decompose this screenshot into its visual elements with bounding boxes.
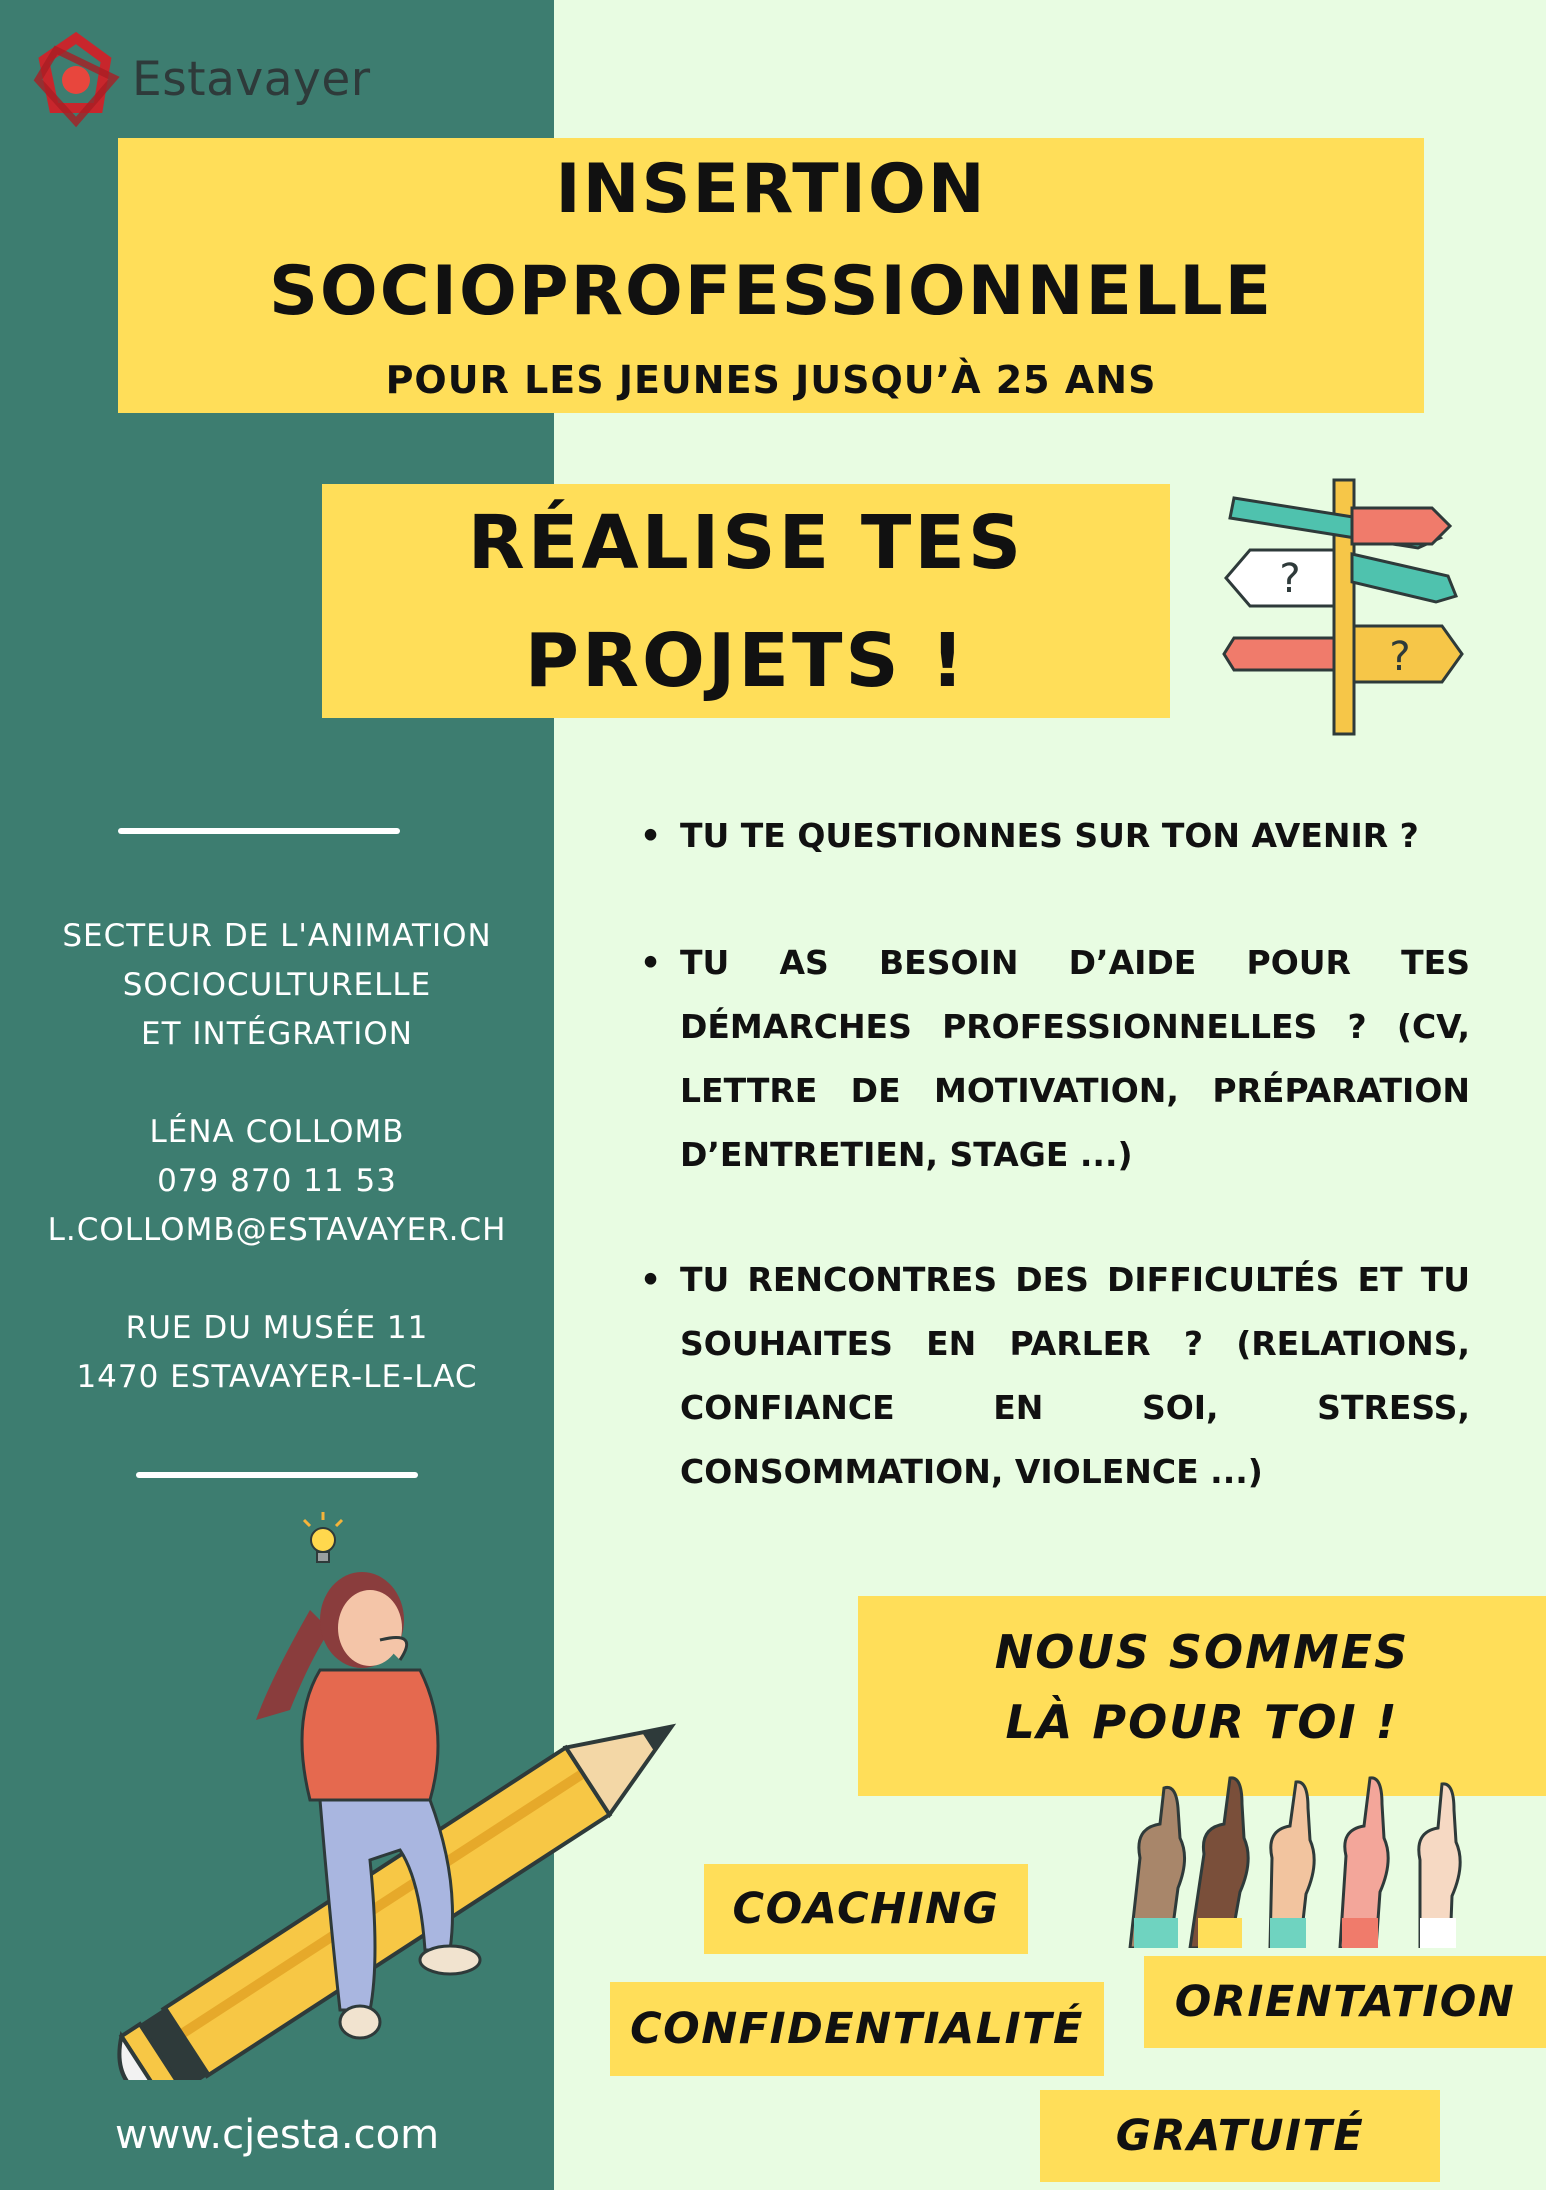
tag-gratuite-label: GRATUITÉ <box>1115 2111 1365 2161</box>
contact-phone[interactable]: 079 870 11 53 <box>157 1163 397 1199</box>
bullet-item-3 <box>640 1248 1470 1504</box>
tag-confidentialite <box>610 1982 1104 2076</box>
thinking-girl-illustration <box>250 1560 580 2080</box>
address-city: 1470 ESTAVAYER-LE-LAC <box>76 1359 478 1395</box>
sector-line-2: SOCIOCULTURELLE <box>122 967 432 1003</box>
bullet-item-1 <box>640 804 1470 868</box>
sector-line-1: SECTEUR DE L'ANIMATION <box>62 918 492 954</box>
title-line-2: SOCIOPROFESSIONNELLE <box>268 252 1274 331</box>
divider-bottom <box>136 1472 418 1478</box>
signpost-question-2: ? <box>1389 634 1411 680</box>
thumbs-up-hands-illustration <box>1120 1768 1512 1948</box>
tag-orientation-label: ORIENTATION <box>1174 1977 1516 2027</box>
bullet-text: TU TE QUESTIONNES SUR TON AVENIR ? <box>680 816 1419 855</box>
estavayer-logo-icon <box>26 30 126 130</box>
headline-line-2: PROJETS ! <box>524 618 968 704</box>
bullet-dot: • <box>640 943 662 982</box>
bullet-item-2 <box>640 931 1470 1187</box>
contact-email[interactable]: L.COLLOMB@ESTAVAYER.CH <box>47 1212 507 1248</box>
bullet-text: TU AS BESOIN D’AIDE POUR TES DÉMARCHES PROFESSIONNELLES ? (CV, LETTRE DE MOTIVATION, PRÉPARATION D’ENTRETIEN, STAGE ...) <box>680 943 1470 1174</box>
bullet-dot: • <box>640 1260 662 1299</box>
contact-name: LÉNA COLLOMB <box>149 1114 405 1150</box>
tag-orientation <box>1144 1956 1546 2048</box>
address-street: RUE DU MUSÉE 11 <box>125 1310 429 1346</box>
support-line-1: NOUS SOMMES <box>994 1625 1410 1679</box>
tag-coaching-label: COACHING <box>732 1884 1000 1934</box>
logo-text: Estavayer <box>132 52 371 107</box>
signpost-question-1: ? <box>1279 556 1301 602</box>
tag-coaching <box>704 1864 1028 1954</box>
tag-confidentialite-label: CONFIDENTIALITÉ <box>630 2004 1084 2054</box>
title-line-1: INSERTION <box>555 150 987 229</box>
website-link[interactable]: www.cjesta.com <box>114 2112 440 2158</box>
bullet-dot: • <box>640 816 662 855</box>
bullet-text: TU RENCONTRES DES DIFFICULTÉS ET TU SOUHAITES EN PARLER ? (RELATIONS, CONFIANCE EN SOI, STRESS, CONSOMMATION, VIOLENCE ...) <box>680 1260 1470 1491</box>
support-line-2: LÀ POUR TOI ! <box>1005 1695 1399 1749</box>
headline-line-1: RÉALISE TES <box>467 500 1025 586</box>
signpost-icon <box>1222 478 1472 738</box>
sector-line-3: ET INTÉGRATION <box>140 1016 413 1052</box>
title-subtitle: POUR LES JEUNES JUSQU’À 25 ANS <box>385 358 1157 402</box>
divider-top <box>118 828 400 834</box>
tag-gratuite <box>1040 2090 1440 2182</box>
